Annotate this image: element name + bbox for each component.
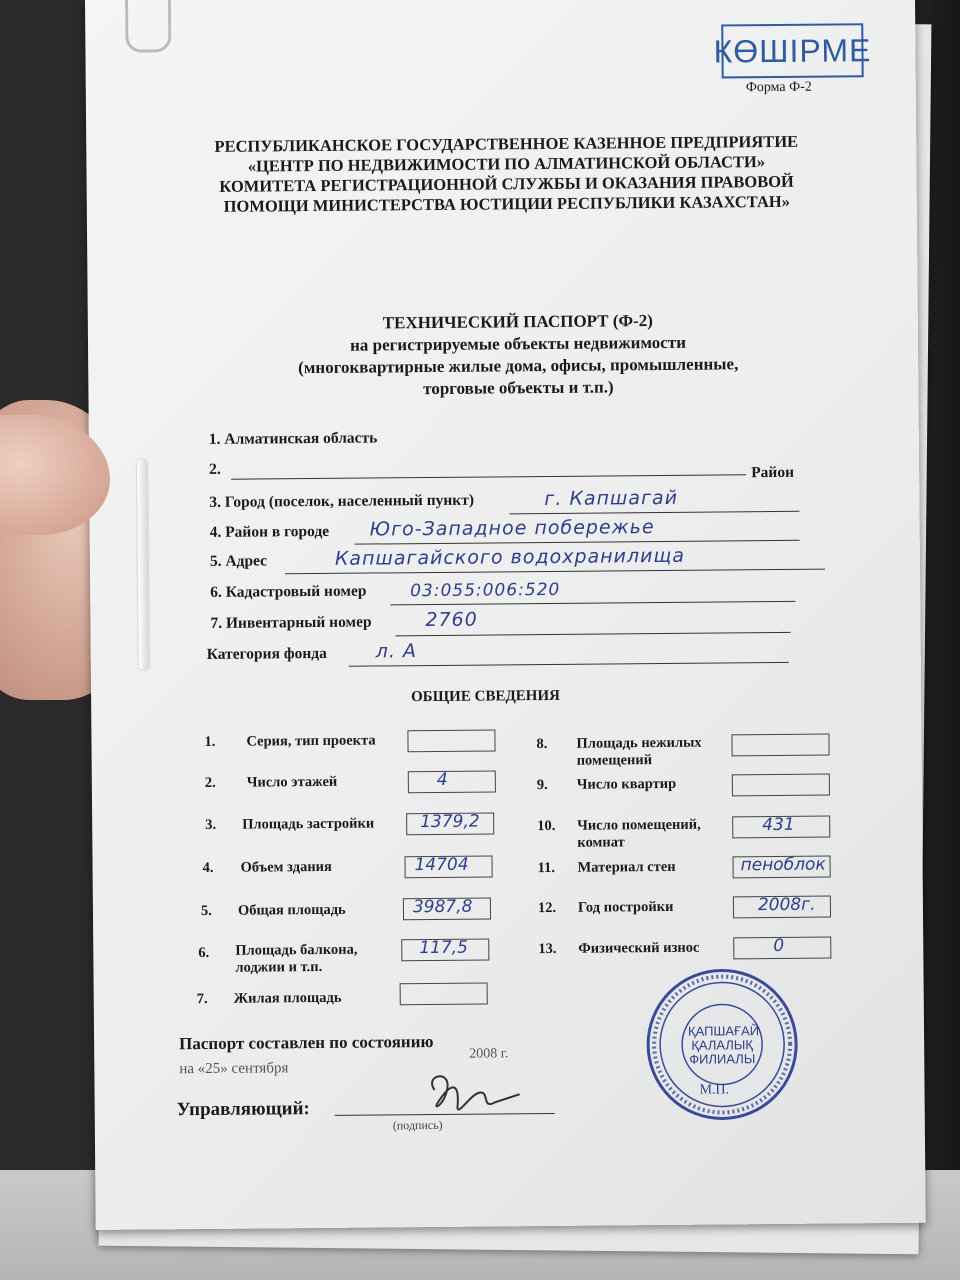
passport-year: 2008 г. bbox=[469, 1046, 509, 1062]
item-value: 431 bbox=[762, 814, 795, 836]
item-label: Физический износ bbox=[578, 939, 700, 957]
field-2-label: 2. bbox=[209, 460, 221, 478]
field-inventory-value: 2760 bbox=[425, 608, 478, 632]
copy-stamp: КӨШІРМЕ bbox=[721, 23, 863, 78]
org-line: КОМИТЕТА РЕГИСТРАЦИОННОЙ СЛУЖБЫ И ОКАЗАНИЯ ПРАВОВОЙ bbox=[219, 171, 794, 196]
paper-clip bbox=[125, 0, 171, 53]
item-number: 4. bbox=[202, 859, 214, 877]
org-line: ПОМОЩИ МИНИСТЕРСТВА ЮСТИЦИИ РЕСПУБЛИКИ КАЗАХСТАН» bbox=[223, 191, 791, 216]
signature-hint: (подпись) bbox=[392, 1117, 443, 1133]
item-number: 3. bbox=[205, 816, 217, 833]
item-number: 12. bbox=[537, 899, 557, 917]
item-label bbox=[235, 942, 357, 977]
item-value: 117,5 bbox=[419, 937, 469, 959]
document-page bbox=[85, 0, 926, 1230]
item-label-line: Площадь нежилых bbox=[576, 734, 702, 752]
item-number: 13. bbox=[538, 940, 557, 958]
item-value-box bbox=[731, 734, 829, 757]
item-label-line: помещений bbox=[576, 752, 653, 769]
binding-staple bbox=[137, 459, 149, 669]
item-label-line: Число помещений, bbox=[577, 816, 701, 834]
title-line: торговые объекты и т.п.) bbox=[423, 377, 614, 399]
item-value: 0 bbox=[773, 935, 785, 957]
item-label: Материал стен bbox=[577, 858, 676, 876]
field-city-label: 3. Город (поселок, населенный пункт) bbox=[209, 491, 475, 511]
item-label: Жилая площадь bbox=[233, 989, 342, 1007]
document-title bbox=[238, 309, 799, 402]
item-label: Объем здания bbox=[240, 858, 332, 876]
item-value-box bbox=[400, 983, 488, 1006]
field-city-district-value: Юго-Западное побережье bbox=[369, 516, 655, 541]
item-label: Число этажей bbox=[246, 773, 338, 791]
section-title: ОБЩИЕ СВЕДЕНИЯ bbox=[411, 687, 560, 706]
item-value: 3987,8 bbox=[412, 896, 473, 918]
field-fund-category-line bbox=[349, 662, 789, 667]
field-district-label: Район bbox=[751, 463, 795, 482]
item-number: 1. bbox=[204, 733, 216, 750]
item-label-line: лоджии и т.п. bbox=[235, 958, 323, 976]
item-number: 9. bbox=[536, 776, 548, 794]
item-value: 14704 bbox=[414, 854, 469, 876]
handwritten-signature bbox=[419, 1064, 530, 1125]
field-cadastral-line bbox=[390, 601, 795, 606]
org-line: РЕСПУБЛИКАНСКОЕ ГОСУДАРСТВЕННОЕ КАЗЕННОЕ ПРЕДПРИЯТИЕ bbox=[214, 131, 799, 156]
item-label bbox=[576, 735, 701, 770]
title-line: на регистрируемые объекты недвижимости bbox=[350, 332, 687, 355]
field-city-district-line bbox=[355, 540, 800, 545]
field-region: 1. Алматинская область bbox=[208, 429, 378, 448]
seal-mp-label: М.П. bbox=[699, 1082, 730, 1098]
field-inventory-line bbox=[396, 632, 791, 636]
title-line: (многоквартирные жилые дома, офисы, промышленные, bbox=[298, 354, 739, 378]
field-2-line bbox=[231, 474, 746, 479]
item-number: 7. bbox=[196, 990, 208, 1008]
item-label: Площадь застройки bbox=[242, 815, 375, 833]
item-label: Общая площадь bbox=[237, 901, 346, 919]
manager-label: Управляющий: bbox=[176, 1098, 310, 1121]
organization-header bbox=[196, 132, 817, 217]
field-cadastral-value: 03:055:006:520 bbox=[410, 579, 561, 602]
org-line: «ЦЕНТР ПО НЕДВИЖИМОСТИ ПО АЛМАТИНСКОЙ ОБЛАСТИ» bbox=[247, 152, 766, 176]
field-city-district-label: 4. Район в городе bbox=[209, 522, 330, 541]
passport-date: на «25» сентября bbox=[179, 1060, 289, 1078]
field-inventory-label: 7. Инвентарный номер bbox=[210, 613, 372, 632]
item-value: 1379,2 bbox=[420, 811, 480, 833]
item-value: 2008г. bbox=[757, 894, 816, 916]
title-line: ТЕХНИЧЕСКИЙ ПАСПОРТ (Ф-2) bbox=[382, 311, 653, 333]
field-city-line bbox=[509, 511, 799, 515]
seal-text: ҚАПШАҒАЙ ҚАЛАЛЫҚ ФИЛИАЛЫ bbox=[687, 1023, 760, 1067]
field-address-label: 5. Адрес bbox=[209, 552, 268, 570]
item-label-line: Площадь балкона, bbox=[235, 941, 358, 959]
field-city-value: г. Капшагай bbox=[544, 486, 679, 511]
item-label bbox=[577, 817, 701, 852]
item-value-box bbox=[408, 770, 496, 793]
field-address-value: Капшагайского водохранилища bbox=[334, 544, 686, 570]
item-number: 10. bbox=[537, 817, 556, 835]
field-fund-category-value: л. А bbox=[375, 640, 418, 663]
item-number: 5. bbox=[200, 902, 212, 920]
item-value-box bbox=[732, 774, 830, 797]
item-label: Серия, тип проекта bbox=[246, 732, 376, 750]
item-label: Год постройки bbox=[577, 898, 674, 916]
item-number: 6. bbox=[198, 944, 210, 962]
field-cadastral-label: 6. Кадастровый номер bbox=[210, 582, 367, 601]
item-value-box bbox=[407, 729, 495, 752]
form-label: Форма Ф-2 bbox=[745, 79, 812, 96]
item-number: 8. bbox=[536, 735, 548, 753]
item-number: 2. bbox=[204, 774, 216, 791]
item-number: 11. bbox=[537, 859, 555, 877]
item-value: пеноблок bbox=[740, 854, 826, 876]
item-value: 4 bbox=[436, 769, 448, 790]
passport-date-label: Паспорт составлен по состоянию bbox=[179, 1031, 434, 1054]
item-label-line: комнат bbox=[577, 834, 625, 851]
item-label: Число квартир bbox=[576, 775, 677, 793]
field-fund-category-label: Категория фонда bbox=[206, 644, 327, 663]
